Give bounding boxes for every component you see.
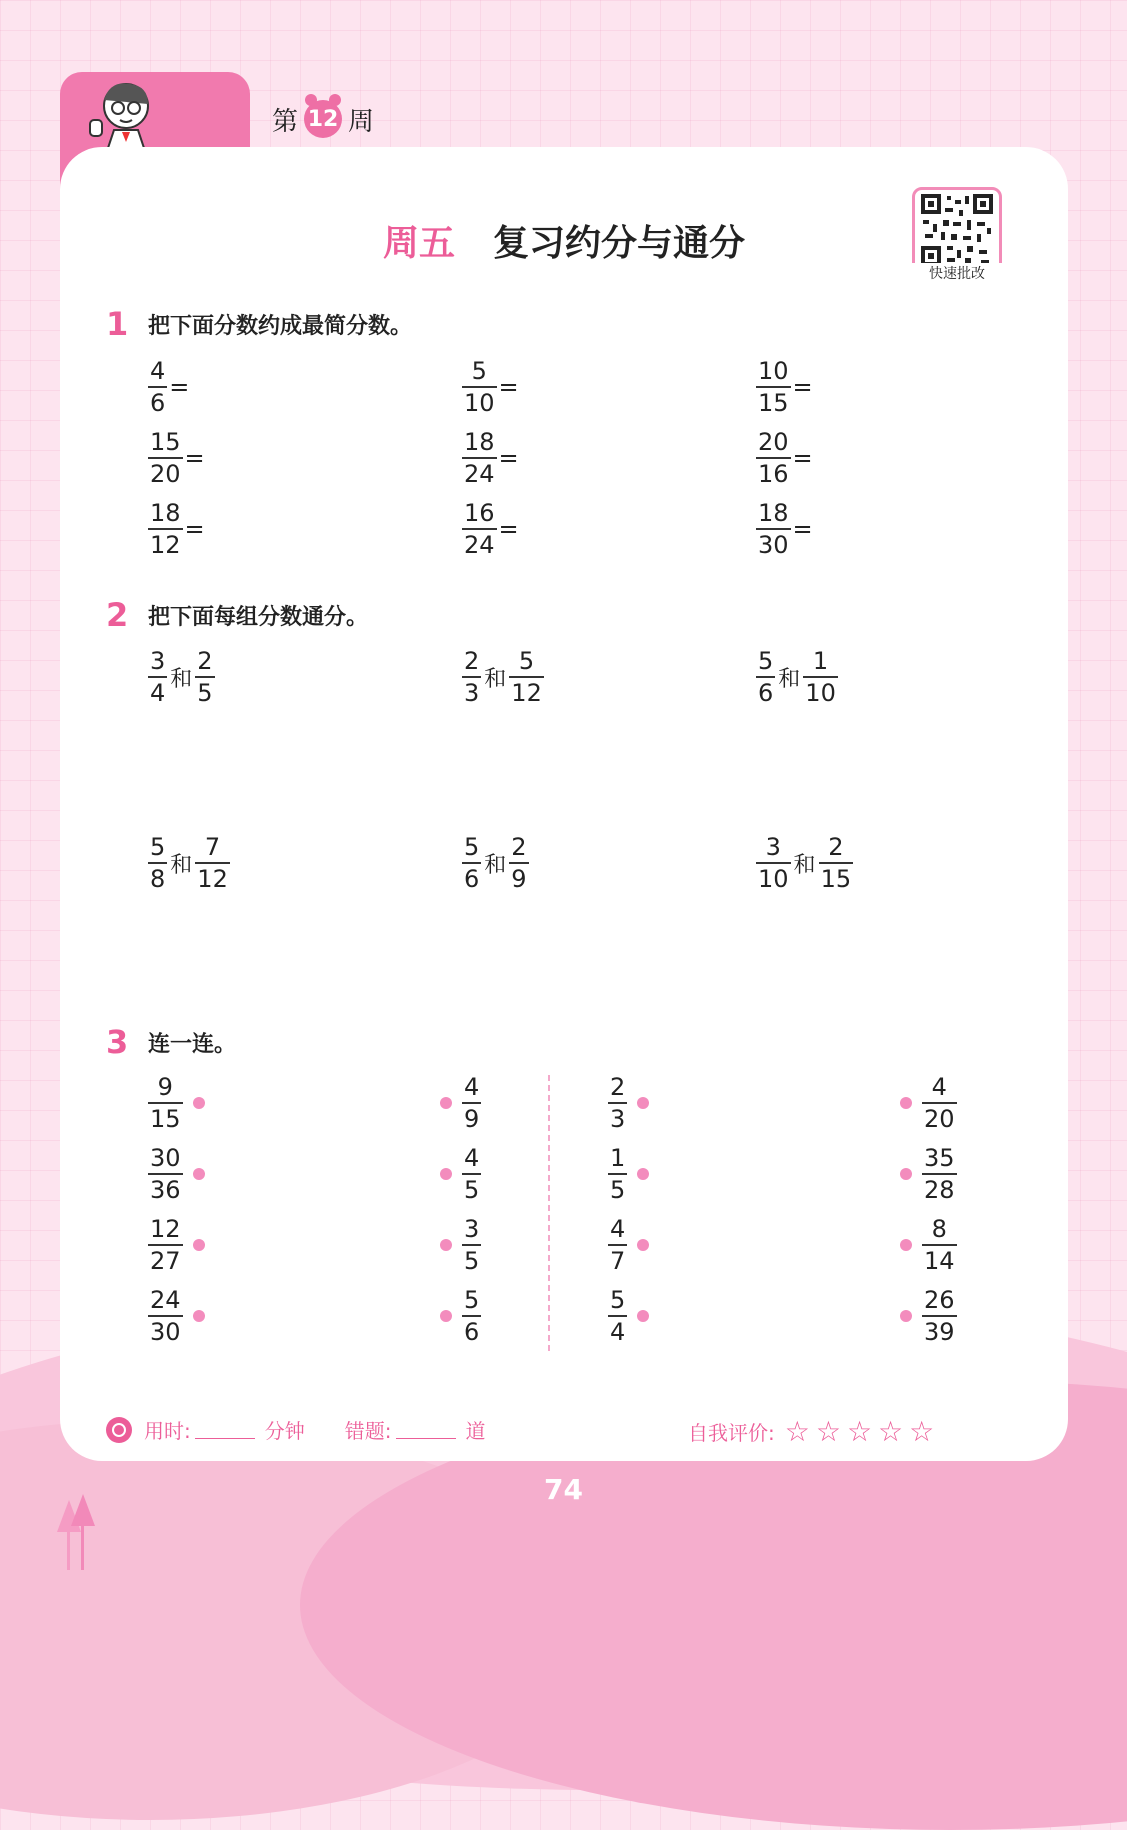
equals-sign: = — [792, 373, 813, 401]
tree-icon — [55, 1492, 99, 1570]
equals-sign: = — [498, 444, 519, 472]
numerator: 15 — [150, 428, 181, 456]
week-prefix: 第 — [272, 106, 299, 137]
denominator: 20 — [922, 1102, 957, 1131]
connect-dot[interactable] — [440, 1097, 452, 1109]
connector-text: 和 — [484, 852, 507, 878]
fraction — [803, 649, 838, 705]
fraction — [509, 835, 528, 891]
week-suffix: 周 — [348, 106, 375, 137]
match-right-item[interactable] — [900, 1217, 957, 1273]
numerator: 4 — [931, 1073, 947, 1101]
section-3-heading — [106, 1023, 236, 1061]
connect-dot[interactable] — [900, 1097, 912, 1109]
denominator: 28 — [922, 1173, 957, 1202]
denominator: 14 — [922, 1244, 957, 1273]
connect-dot[interactable] — [440, 1239, 452, 1251]
denominator: 10 — [756, 862, 791, 891]
equals-sign: = — [169, 373, 190, 401]
errors-input[interactable] — [396, 1420, 456, 1439]
denominator: 4 — [608, 1315, 627, 1344]
denominator: 9 — [509, 862, 528, 891]
numerator: 3 — [464, 1215, 480, 1243]
denominator: 39 — [922, 1315, 957, 1344]
equals-sign: = — [184, 515, 205, 543]
numerator: 10 — [758, 357, 789, 385]
match-left-item[interactable] — [148, 1075, 205, 1131]
week-number-badge: 12 — [304, 100, 342, 138]
fraction — [148, 430, 183, 486]
fraction — [756, 430, 791, 486]
connect-dot[interactable] — [637, 1168, 649, 1180]
denominator: 20 — [148, 457, 183, 486]
numerator: 5 — [150, 833, 166, 861]
reduce-item[interactable] — [462, 430, 519, 486]
denominator: 6 — [462, 862, 481, 891]
denominator: 8 — [148, 862, 167, 891]
fraction — [195, 835, 230, 891]
errors-label: 错题: — [344, 1419, 392, 1443]
match-right-item[interactable] — [440, 1075, 481, 1131]
connect-dot[interactable] — [900, 1310, 912, 1322]
reduce-item[interactable] — [148, 430, 205, 486]
numerator: 2 — [828, 833, 844, 861]
fraction — [148, 1217, 183, 1273]
denominator: 27 — [148, 1244, 183, 1273]
equals-sign: = — [498, 515, 519, 543]
numerator: 2 — [610, 1073, 626, 1101]
connector-text: 和 — [170, 666, 193, 692]
numerator: 4 — [464, 1073, 480, 1101]
errors-unit: 道 — [465, 1419, 486, 1443]
time-input[interactable] — [195, 1420, 255, 1439]
fraction — [922, 1075, 957, 1131]
numerator: 4 — [150, 357, 166, 385]
fraction — [462, 430, 497, 486]
match-left-item[interactable] — [148, 1288, 205, 1344]
section-number: 3 — [106, 1023, 129, 1061]
numerator: 9 — [157, 1073, 173, 1101]
numerator: 5 — [464, 1286, 480, 1314]
denominator: 10 — [803, 676, 838, 705]
fraction — [509, 649, 544, 705]
common-denominator-item[interactable] — [756, 835, 853, 891]
numerator: 2 — [511, 833, 527, 861]
stopwatch-icon — [106, 1417, 132, 1443]
reduce-item[interactable] — [756, 501, 813, 557]
page-number: 74 — [544, 1473, 583, 1506]
fraction — [462, 1217, 481, 1273]
connect-dot[interactable] — [193, 1097, 205, 1109]
denominator: 24 — [462, 457, 497, 486]
week-label — [272, 100, 374, 138]
numerator: 5 — [758, 647, 774, 675]
fraction — [148, 649, 167, 705]
connect-dot[interactable] — [440, 1168, 452, 1180]
numerator: 24 — [150, 1286, 181, 1314]
numerator: 20 — [758, 428, 789, 456]
fraction — [148, 1288, 183, 1344]
numerator: 5 — [518, 647, 535, 675]
connect-dot[interactable] — [440, 1310, 452, 1322]
denominator: 15 — [756, 386, 791, 415]
fraction — [756, 649, 775, 705]
connector-text: 和 — [778, 666, 801, 692]
self-eval-label: 自我评价: — [688, 1421, 775, 1445]
fraction — [819, 835, 854, 891]
section-instruction: 连一连。 — [148, 1031, 237, 1057]
denominator: 12 — [509, 676, 544, 705]
numerator: 7 — [204, 833, 221, 861]
numerator: 5 — [471, 357, 487, 385]
section-1-heading — [106, 305, 412, 343]
match-left-item[interactable] — [608, 1217, 649, 1273]
star-rating[interactable]: ☆☆☆☆☆ — [784, 1415, 941, 1448]
fraction — [608, 1075, 627, 1131]
denominator: 5 — [462, 1244, 481, 1273]
denominator: 6 — [462, 1315, 481, 1344]
title-topic: 复习约分与通分 — [493, 223, 746, 264]
connect-dot[interactable] — [900, 1168, 912, 1180]
denominator: 12 — [195, 862, 230, 891]
connect-dot[interactable] — [193, 1310, 205, 1322]
section-number: 2 — [106, 596, 129, 634]
reduce-item[interactable] — [756, 359, 813, 415]
connector-text: 和 — [793, 852, 816, 878]
fraction — [462, 501, 497, 557]
fraction — [922, 1217, 957, 1273]
numerator: 16 — [464, 499, 495, 527]
denominator: 5 — [462, 1173, 481, 1202]
denominator: 15 — [819, 862, 854, 891]
footer-self-eval — [688, 1415, 940, 1448]
fraction — [462, 359, 497, 415]
time-label: 用时: — [144, 1419, 191, 1443]
section-2-heading — [106, 596, 368, 634]
numerator: 18 — [150, 499, 181, 527]
connector-text: 和 — [484, 666, 507, 692]
denominator: 6 — [148, 386, 167, 415]
denominator: 15 — [148, 1102, 183, 1131]
common-denominator-item[interactable] — [462, 649, 544, 705]
denominator: 6 — [756, 676, 775, 705]
section-number: 1 — [106, 305, 129, 343]
equals-sign: = — [792, 444, 813, 472]
common-denominator-item[interactable] — [462, 835, 529, 891]
connect-dot[interactable] — [637, 1239, 649, 1251]
time-unit: 分钟 — [264, 1419, 305, 1443]
qr-label: 快速批改 — [912, 263, 1002, 283]
numerator: 26 — [924, 1286, 955, 1314]
fraction — [922, 1146, 957, 1202]
denominator: 5 — [608, 1173, 627, 1202]
fraction — [462, 649, 481, 705]
connect-dot[interactable] — [637, 1310, 649, 1322]
denominator: 24 — [462, 528, 497, 557]
numerator: 1 — [610, 1144, 626, 1172]
denominator: 12 — [148, 528, 183, 557]
title-day: 周五 — [382, 223, 455, 264]
reduce-item[interactable] — [148, 359, 189, 415]
fraction — [608, 1146, 627, 1202]
numerator: 3 — [765, 833, 781, 861]
section-instruction: 把下面每组分数通分。 — [148, 604, 369, 630]
fraction — [148, 1075, 183, 1131]
match-right-item[interactable] — [440, 1288, 481, 1344]
numerator: 4 — [464, 1144, 480, 1172]
denominator: 4 — [148, 676, 167, 705]
connect-dot[interactable] — [193, 1239, 205, 1251]
match-right-item[interactable] — [900, 1075, 957, 1131]
match-left-item[interactable] — [608, 1075, 649, 1131]
match-right-item[interactable] — [900, 1146, 957, 1202]
equals-sign: = — [792, 515, 813, 543]
match-left-item[interactable] — [148, 1146, 205, 1202]
equals-sign: = — [184, 444, 205, 472]
qr-code-icon — [921, 194, 993, 266]
denominator: 16 — [756, 457, 791, 486]
numerator: 1 — [812, 647, 829, 675]
common-denominator-item[interactable] — [756, 649, 838, 705]
numerator: 4 — [610, 1215, 626, 1243]
fraction — [462, 1146, 481, 1202]
fraction — [148, 501, 183, 557]
fraction — [756, 835, 791, 891]
footer-time — [106, 1415, 486, 1444]
match-right-item[interactable] — [440, 1146, 481, 1202]
fraction — [756, 501, 791, 557]
fraction — [195, 649, 214, 705]
denominator: 5 — [195, 676, 214, 705]
match-left-item[interactable] — [608, 1146, 649, 1202]
numerator: 30 — [150, 1144, 181, 1172]
fraction — [756, 359, 791, 415]
fraction — [608, 1217, 627, 1273]
denominator: 3 — [462, 676, 481, 705]
numerator: 18 — [464, 428, 495, 456]
numerator: 12 — [150, 1215, 181, 1243]
fraction — [148, 359, 167, 415]
connect-dot[interactable] — [637, 1097, 649, 1109]
fraction — [922, 1288, 957, 1344]
match-left-item[interactable] — [608, 1288, 649, 1344]
fraction — [462, 1288, 481, 1344]
fraction — [608, 1288, 627, 1344]
denominator: 36 — [148, 1173, 183, 1202]
denominator: 30 — [148, 1315, 183, 1344]
match-right-item[interactable] — [900, 1288, 957, 1344]
fraction — [462, 835, 481, 891]
common-denominator-item[interactable] — [148, 835, 230, 891]
fraction — [148, 835, 167, 891]
numerator: 5 — [464, 833, 480, 861]
numerator: 35 — [924, 1144, 955, 1172]
equals-sign: = — [498, 373, 519, 401]
denominator: 30 — [756, 528, 791, 557]
common-denominator-item[interactable] — [148, 649, 215, 705]
reduce-item[interactable] — [462, 359, 519, 415]
match-right-item[interactable] — [440, 1217, 481, 1273]
numerator: 3 — [150, 647, 166, 675]
denominator: 7 — [608, 1244, 627, 1273]
reduce-item[interactable] — [756, 430, 813, 486]
reduce-item[interactable] — [462, 501, 519, 557]
denominator: 9 — [462, 1102, 481, 1131]
denominator: 10 — [462, 386, 497, 415]
numerator: 8 — [931, 1215, 947, 1243]
connect-dot[interactable] — [900, 1239, 912, 1251]
numerator: 5 — [610, 1286, 626, 1314]
fraction — [462, 1075, 481, 1131]
connect-dot[interactable] — [193, 1168, 205, 1180]
match-left-item[interactable] — [148, 1217, 205, 1273]
divider-dashed — [548, 1075, 550, 1351]
numerator: 2 — [464, 647, 480, 675]
numerator: 18 — [758, 499, 789, 527]
fraction — [148, 1146, 183, 1202]
connector-text: 和 — [170, 852, 193, 878]
section-instruction: 把下面分数约成最简分数。 — [148, 313, 413, 339]
denominator: 3 — [608, 1102, 627, 1131]
reduce-item[interactable] — [148, 501, 205, 557]
worksheet-card — [60, 147, 1068, 1461]
mascot-icon — [86, 76, 156, 154]
numerator: 2 — [197, 647, 213, 675]
